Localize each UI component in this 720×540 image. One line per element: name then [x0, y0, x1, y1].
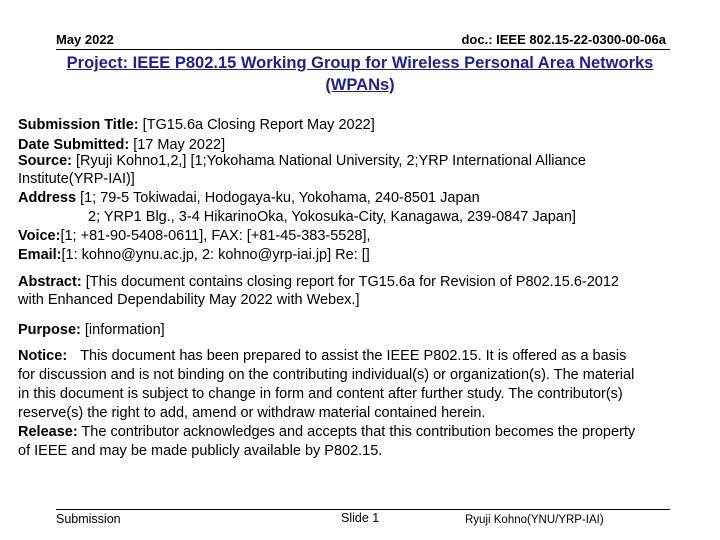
page-title-continued: (WPANs)	[325, 76, 395, 94]
abstract-value-continued: with Enhanced Dependability May 2022 with Webex.]	[18, 292, 360, 308]
address-row	[18, 189, 480, 207]
notice-text: This document has been prepared to assist the IEEE P802.15. It is offered as a basis	[80, 348, 627, 364]
release-label: Release:	[18, 424, 78, 440]
abstract-label: Abstract:	[18, 274, 82, 290]
date-submitted-label: Date Submitted:	[18, 137, 130, 153]
page-title: Project: IEEE P802.15 Working Group for Wireless Personal Area Networks	[66, 54, 654, 72]
abstract-row	[18, 273, 619, 291]
footer-divider	[56, 509, 670, 510]
header-doc-id: doc.: IEEE 802.15-22-0300-00-06a	[461, 32, 666, 47]
header-divider	[56, 49, 670, 50]
voice-label: Voice:	[18, 228, 61, 244]
header-date: May 2022	[56, 32, 114, 47]
voice-value: [1; +81-90-5408-0611], FAX: [+81-45-383-5528],	[60, 228, 371, 244]
address-value: [1; 79-5 Tokiwadai, Hodogaya-ku, Yokohama, 240-8501 Japan	[80, 190, 480, 206]
source-label: Source:	[18, 153, 72, 169]
notice-label: Notice:	[18, 348, 68, 364]
footer-slide-number: Slide 1	[341, 511, 380, 525]
release-text-line: of IEEE and may be made publicly available by P802.15.	[18, 443, 383, 459]
voice-row	[18, 227, 371, 245]
notice-text-line: reserve(s) the right to add, amend or withdraw material contained herein.	[18, 405, 486, 421]
notice-text-line: in this document is subject to change in form and content after further study. The contributor(s)	[18, 386, 623, 402]
submission-title-label: Submission Title:	[18, 117, 139, 133]
submission-title-row	[18, 116, 375, 134]
notice-text-line: for discussion and is not binding on the contributing individual(s) or organization(s). The material	[18, 367, 635, 383]
address-label: Address	[18, 190, 77, 206]
release-row	[18, 423, 635, 441]
address-value-continued: 2; YRP1 Blg., 3-4 HikarinoOka, Yokosuka-City, Kanagawa, 239-0847 Japan]	[88, 209, 576, 225]
footer-author: Ryuji Kohno(YNU/YRP-IAI)	[465, 514, 604, 526]
email-row	[18, 246, 370, 264]
purpose-value: [information]	[84, 322, 165, 338]
email-label: Email:	[18, 247, 62, 263]
notice-row	[18, 347, 626, 365]
purpose-row	[18, 321, 165, 339]
abstract-value: [This document contains closing report for TG15.6a for Revision of P802.15.6-2012	[85, 274, 619, 290]
source-value: [Ryuji Kohno1,2,] [1;Yokohama National University, 2;YRP International Alliance	[76, 153, 586, 169]
email-value: [1: kohno@ynu.ac.jp, 2: kohno@yrp-iai.jp] Re: []	[61, 247, 370, 263]
date-submitted-value: [17 May 2022]	[133, 137, 226, 153]
submission-title-value: [TG15.6a Closing Report May 2022]	[142, 117, 375, 133]
source-value-continued: Institute(YRP-IAI)]	[18, 171, 135, 187]
release-text: The contributor acknowledges and accepts that this contribution becomes the property	[81, 424, 636, 440]
footer-submission: Submission	[56, 512, 121, 526]
source-row	[18, 152, 586, 170]
purpose-label: Purpose:	[18, 322, 81, 338]
